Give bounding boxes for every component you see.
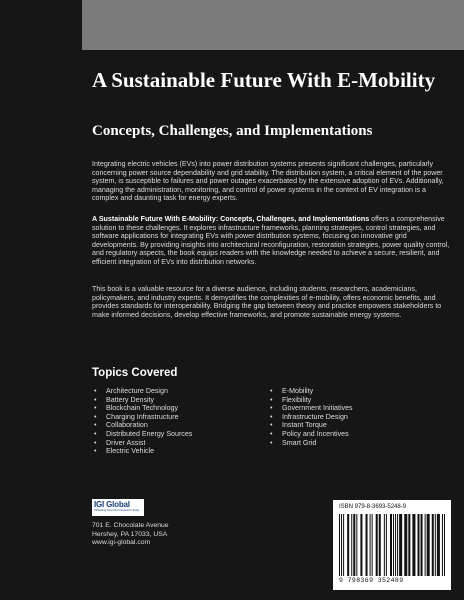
address-street: 701 E. Chocolate Avenue bbox=[92, 522, 169, 529]
topics-list-right bbox=[270, 387, 353, 447]
isbn-label: ISBN 979-8-3693-5248-9 bbox=[339, 504, 407, 510]
publisher-website: www.igi-global.com bbox=[92, 539, 151, 547]
address-city: Hershey, PA 17033, USA bbox=[92, 530, 168, 538]
publisher-logo-tagline: Publishing Tomorrow's Research Today bbox=[94, 509, 140, 512]
barcode-icon bbox=[339, 514, 445, 576]
topic-item: • Instant Torque bbox=[270, 421, 353, 430]
description-paragraph-2 bbox=[92, 215, 454, 267]
publisher-logo-text: IGI Global bbox=[94, 500, 130, 509]
topic-item: • Distributed Energy Sources bbox=[94, 430, 192, 439]
barcode-digits: 9 798369 352489 bbox=[339, 577, 404, 584]
topic-item: • Flexibility bbox=[270, 396, 353, 405]
topic-item: • Collaboration bbox=[94, 421, 192, 430]
description-paragraph-1: Integrating electric vehicles (EVs) into power distribution systems presents significant challenges, particularly concerning power source dependability and grid stability. The distribution system, a critical element of the power system, is susceptible to failures and power outages exacerbated by the extensive adoption of EVs. Additionally, managing the administration, monitoring, and control of power systems in the context of EV integration is a complex and daunting task for energy experts. bbox=[92, 160, 444, 203]
topic-item: • Driver Assist bbox=[94, 439, 192, 448]
topic-item: • Blockchain Technology bbox=[94, 404, 192, 413]
publisher-logo bbox=[92, 499, 144, 516]
topics-heading: Topics Covered bbox=[92, 367, 178, 379]
topic-item: • Infrastructure Design bbox=[270, 413, 353, 422]
topic-item: • Electric Vehicle bbox=[94, 447, 192, 456]
top-gray-band bbox=[82, 0, 464, 50]
book-subtitle: Concepts, Challenges, and Implementations bbox=[92, 123, 373, 139]
topic-item: • E-Mobility bbox=[270, 387, 353, 396]
topics-list-left bbox=[94, 387, 192, 456]
topic-item: • Architecture Design bbox=[94, 387, 192, 396]
topic-item: • Battery Density bbox=[94, 396, 192, 405]
topic-item: • Government Initiatives bbox=[270, 404, 353, 413]
barcode-panel bbox=[333, 500, 451, 590]
description-paragraph-3: This book is a valuable resource for a diverse audience, including students, researchers, academicians, policymakers, and industry experts. It demystifies the complexities of e-mobility, offers economic benefits, and provides standards for interoperability. Bridging the gap between theory and practice empowers stakeholders to make informed decisions, develop effective frameworks, and promote sustainable energy systems. bbox=[92, 285, 442, 319]
book-title-inline: A Sustainable Future With E-Mobility: Concepts, Challenges, and Implementations bbox=[92, 215, 370, 223]
publisher-address bbox=[92, 522, 169, 548]
description-paragraph-2-text: offers a comprehensive solution to these challenges. It explores infrastructure frameworks, planning strategies, control strategies, and software applications for integrating EVs with power distribution systems, focusing on innovative grid developments. By providing insights into architectural reconfiguration, restoration strategies, power quality control, and regulatory aspects, the book equips readers with the knowledge needed to achieve a secure, resilient, and efficient integration of EVs into distribution networks. bbox=[92, 215, 450, 266]
book-title: A Sustainable Future With E-Mobility bbox=[92, 68, 436, 92]
topic-item: • Smart Grid bbox=[270, 439, 353, 448]
topic-item: • Charging Infrastructure bbox=[94, 413, 192, 422]
topic-item: • Policy and Incentives bbox=[270, 430, 353, 439]
